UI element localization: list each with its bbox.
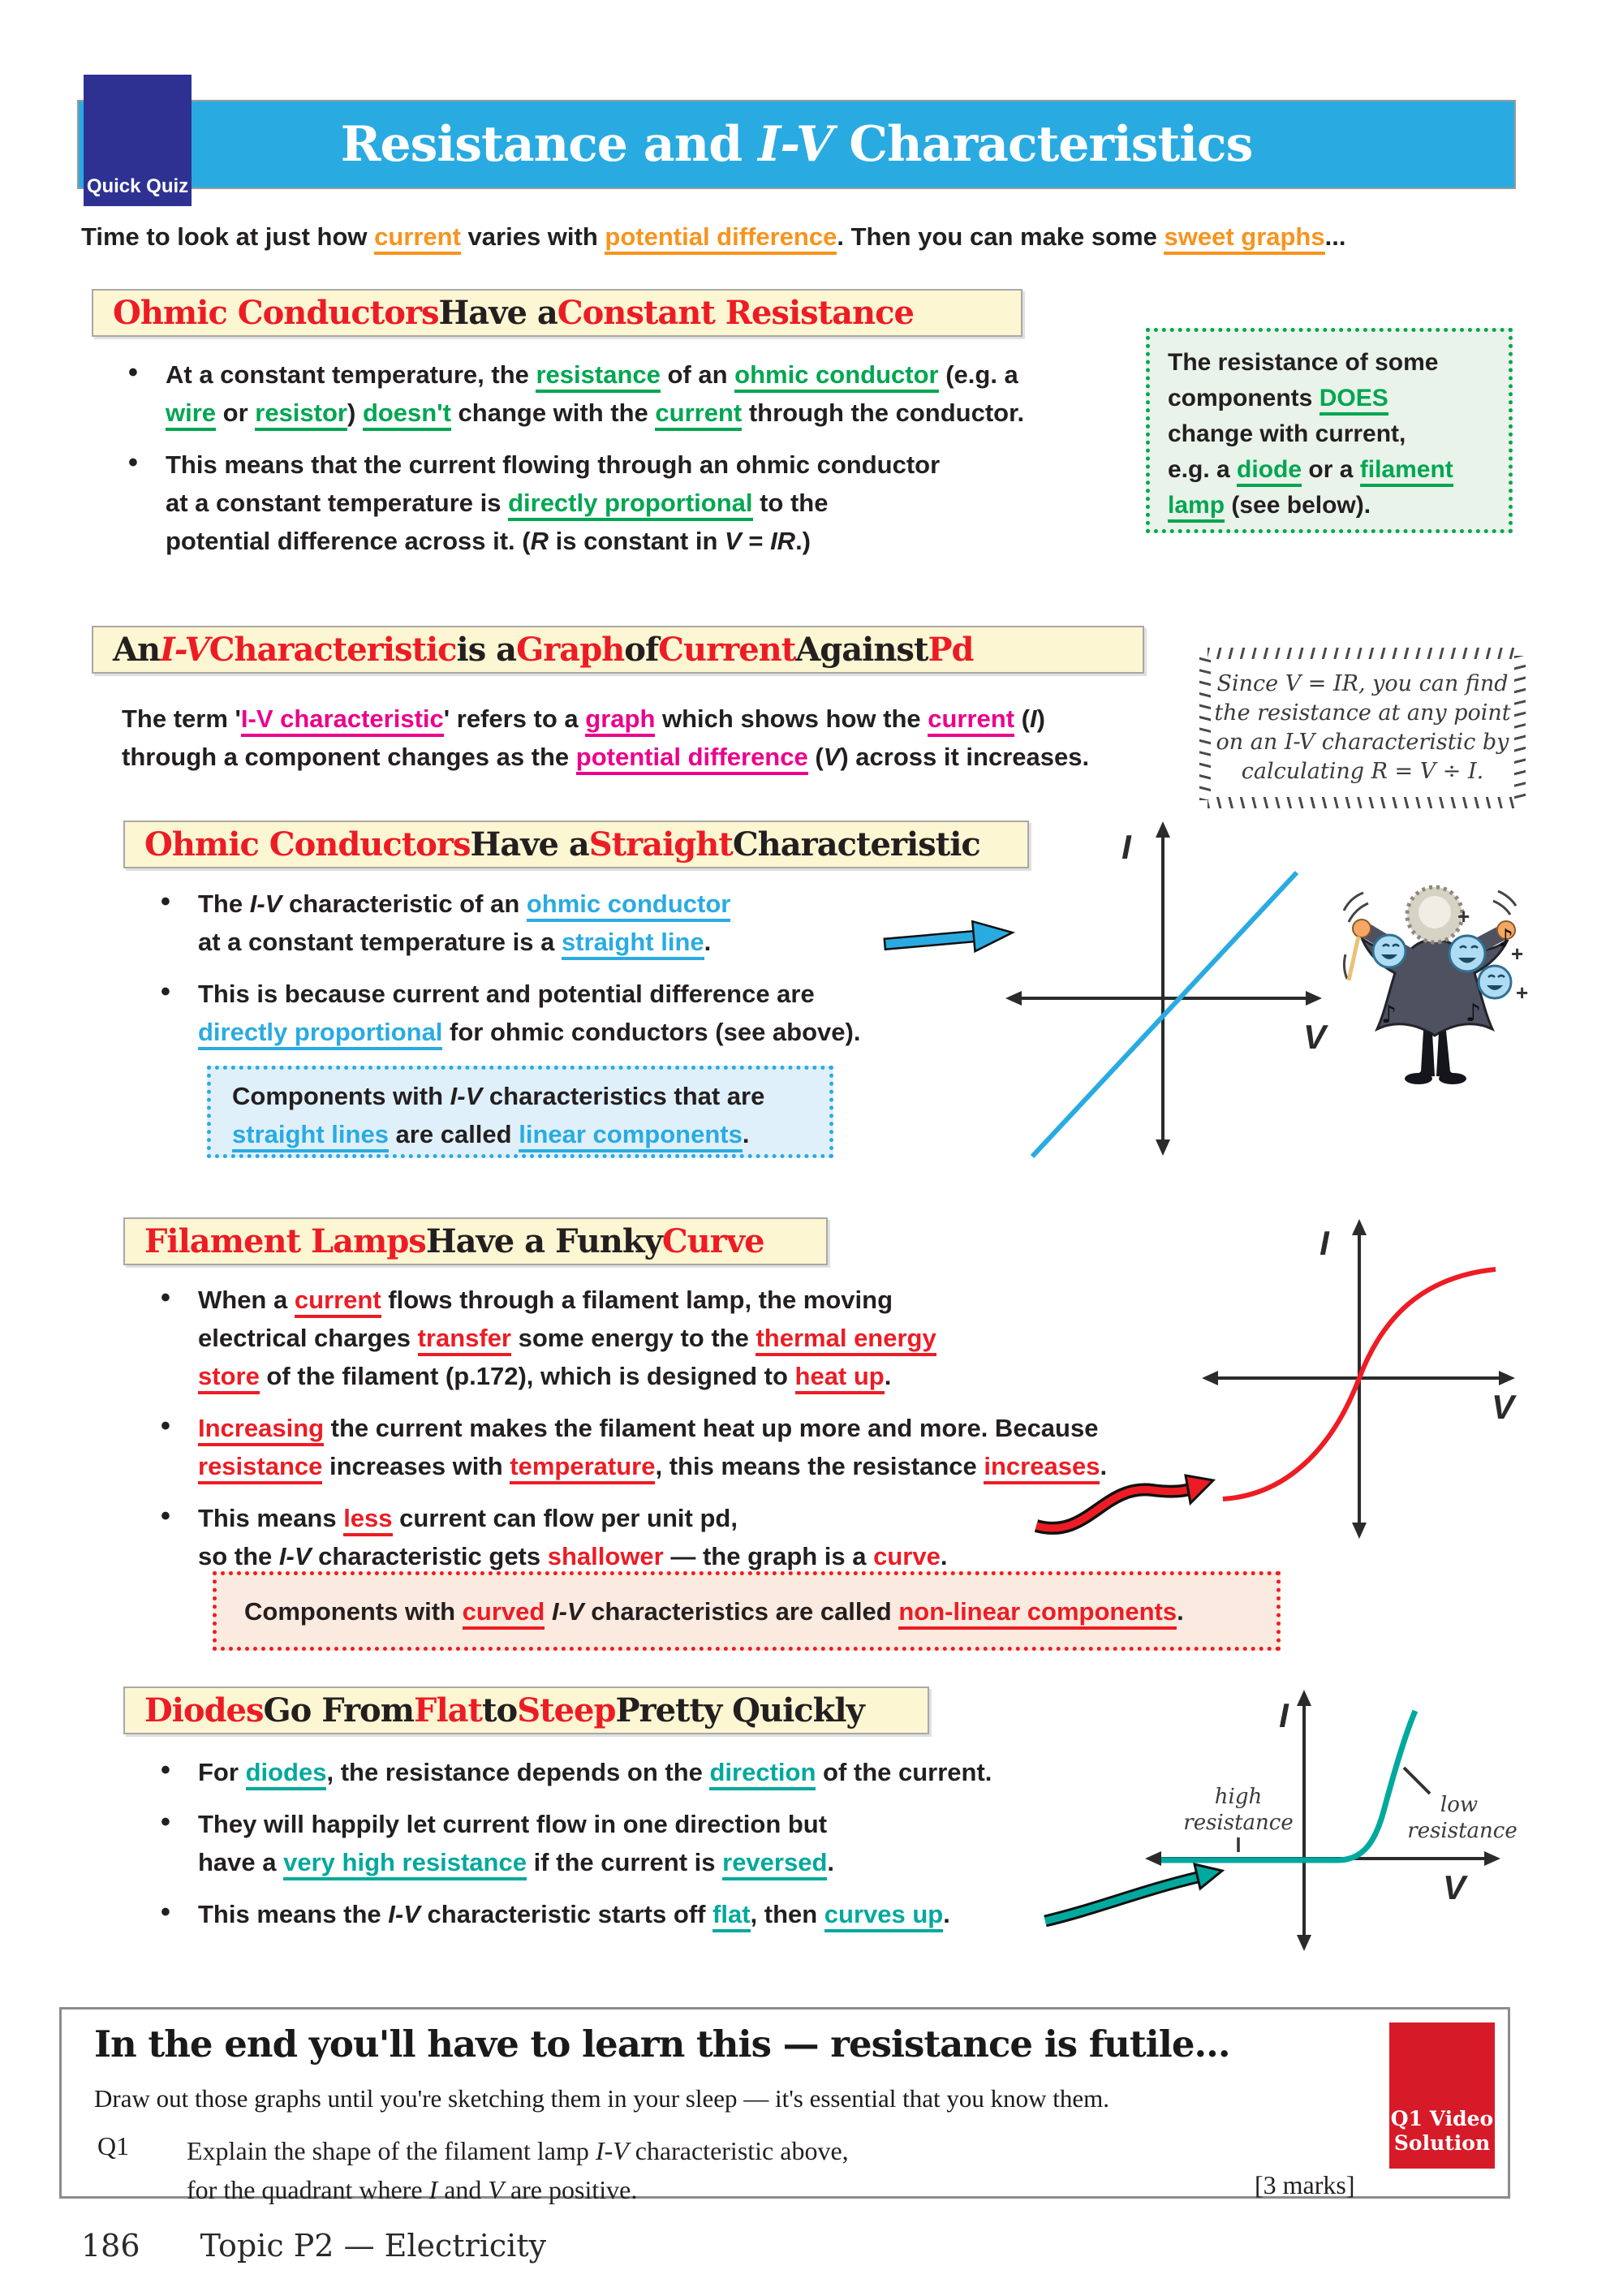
intro-text: Time to look at just how current varies with potential difference. Then you can make some sweet graphs...	[81, 218, 1558, 256]
axis-label-v: V	[1442, 1868, 1466, 1906]
question-label: Q1	[97, 2131, 130, 2160]
question-text	[187, 2131, 849, 2209]
bullet-item: • At a constant temperature, the resistance of an ohmic conductor (e.g. a wire or resistor) doesn't change with the current through the conductor.	[120, 355, 1191, 432]
nonlinear-note-box	[213, 1571, 1281, 1651]
note-border-right	[1514, 656, 1526, 800]
note-border-bottom	[1208, 797, 1518, 808]
filament-graph	[1193, 1209, 1534, 1546]
section-heading-filament: Filament Lamps Have a Funky Curve	[123, 1217, 828, 1265]
svg-text:+: +	[1511, 941, 1524, 966]
straight-line-pointer-arrow	[883, 914, 1017, 961]
svg-text:resistance: resistance	[1407, 1819, 1518, 1843]
marks-label: [3 marks]	[1255, 2170, 1355, 2199]
bullet-item: • This is because current and potential difference are directly proportional for ohmic conductors (see above).	[153, 975, 1045, 1051]
axis-label-i: I	[1319, 1224, 1329, 1262]
margin-note-text: Since V = IR, you can find the resistance at any point on an I-V characteristic by calculating R = V ÷ I.	[1214, 671, 1511, 784]
green-note-box	[1146, 328, 1513, 533]
axis-label-i: I	[1121, 828, 1131, 866]
page-title: Resistance and I-V Characteristics	[340, 116, 1253, 173]
question-line: Explain the shape of the filament lamp I-V characteristic above,	[187, 2136, 849, 2165]
title-banner	[77, 100, 1516, 189]
svg-text:low: low	[1440, 1793, 1479, 1817]
green-note-text: The resistance of some components DOES change with current, e.g. a diode or a filament lamp (see below).	[1168, 345, 1509, 523]
bullet-item: • This means that the current flowing through an ohmic conductor at a constant temperature is directly proportional to the potential difference across it. (R is constant in V = IR.)	[120, 446, 1191, 560]
low-resistance-label	[1404, 1768, 1518, 1843]
axis-label-v: V	[1302, 1018, 1327, 1056]
bullet-item: • This means less current can flow per unit pd, so the I-V characteristic gets shallower — the graph is a curve.	[153, 1499, 1240, 1575]
page-number: 186	[81, 2228, 140, 2264]
bullet-item: • When a current flows through a filament lamp, the moving electrical charges transfer some energy to the thermal energy store of the filament (p.172), which is designed to heat up.	[153, 1281, 1240, 1395]
footer-topic: Topic P2 — Electricity	[200, 2228, 547, 2264]
section-heading-diode: Diodes Go From Flat to Steep Pretty Quickly	[123, 1686, 929, 1734]
linear-note-box	[207, 1066, 833, 1158]
bullet-list-s1	[120, 355, 1191, 574]
bullet-item: • For diodes, the resistance depends on the direction of the current.	[153, 1753, 1199, 1791]
nonlinear-note-text: Components with curved I-V characteristics are called non-linear components.	[244, 1592, 1184, 1630]
svg-text:high: high	[1214, 1785, 1263, 1809]
section-heading-iv-characteristic: An I-V Characteristic is a Graph of Current Against Pd	[92, 626, 1144, 674]
bullet-item: • Increasing the current makes the filament heat up more and more. Because resistance increases with temperature, this means the resistance increases.	[153, 1409, 1240, 1485]
bullet-list-s3	[153, 885, 1045, 1065]
svg-text:+: +	[1516, 980, 1529, 1005]
arrow-shape	[884, 918, 1014, 959]
section-heading-straight: Ohmic Conductors Have a Straight Characteristic	[123, 821, 1029, 868]
svg-text:♪: ♪	[1381, 1001, 1397, 1029]
axes	[1018, 834, 1310, 1143]
axis-label-v: V	[1491, 1388, 1515, 1426]
quick-quiz-tab[interactable]	[84, 75, 192, 206]
iv-paragraph: The term 'I-V characteristic' refers to a graph which shows how the current (I) through a component changes as the potential difference (V) across it increases.	[122, 700, 1225, 776]
svg-text:♪: ♪	[1466, 999, 1482, 1027]
svg-text:♪: ♪	[1498, 924, 1514, 953]
ohmic-graph	[998, 812, 1339, 1165]
note-border-top	[1208, 648, 1518, 659]
linear-note-text: Components with I-V characteristics that are straight lines are called linear components.	[232, 1077, 829, 1153]
question-line: for the quadrant where I and V are positive.	[187, 2175, 638, 2204]
high-resistance-label	[1183, 1785, 1293, 1852]
axis-label-i: I	[1279, 1696, 1289, 1734]
note-border-left	[1199, 656, 1211, 800]
conductor-cartoon	[1339, 877, 1534, 1096]
video-badge-line: Solution	[1393, 2131, 1491, 2155]
bullet-list-s4	[153, 1281, 1240, 1589]
video-badge-line: Q1 Video	[1390, 2107, 1494, 2130]
review-box	[59, 2007, 1510, 2204]
bullet-item: • The I-V characteristic of an ohmic conductor at a constant temperature is a straight line.	[153, 885, 1045, 961]
svg-text:+: +	[1457, 904, 1470, 928]
review-subtitle: Draw out those graphs until you're sketching them in your sleep — it's essential that you know them.	[94, 2084, 1109, 2113]
video-solution-badge[interactable]	[1389, 2022, 1495, 2169]
margin-note	[1199, 648, 1526, 808]
quick-quiz-label: Quick Quiz	[86, 175, 189, 197]
bullet-item: • This means the I-V characteristic starts off flat, then curves up.	[153, 1895, 1199, 1933]
bullet-item: • They will happily let current flow in one direction but have a very high resistance if the current is reversed.	[153, 1805, 1199, 1881]
svg-text:resistance: resistance	[1183, 1811, 1294, 1835]
diode-graph	[1128, 1680, 1518, 1960]
review-title: In the end you'll have to learn this — resistance is futile...	[94, 2022, 1230, 2066]
section-heading-ohmic-constant: Ohmic Conductors Have a Constant Resistance	[92, 289, 1022, 337]
page-footer	[81, 2228, 546, 2264]
